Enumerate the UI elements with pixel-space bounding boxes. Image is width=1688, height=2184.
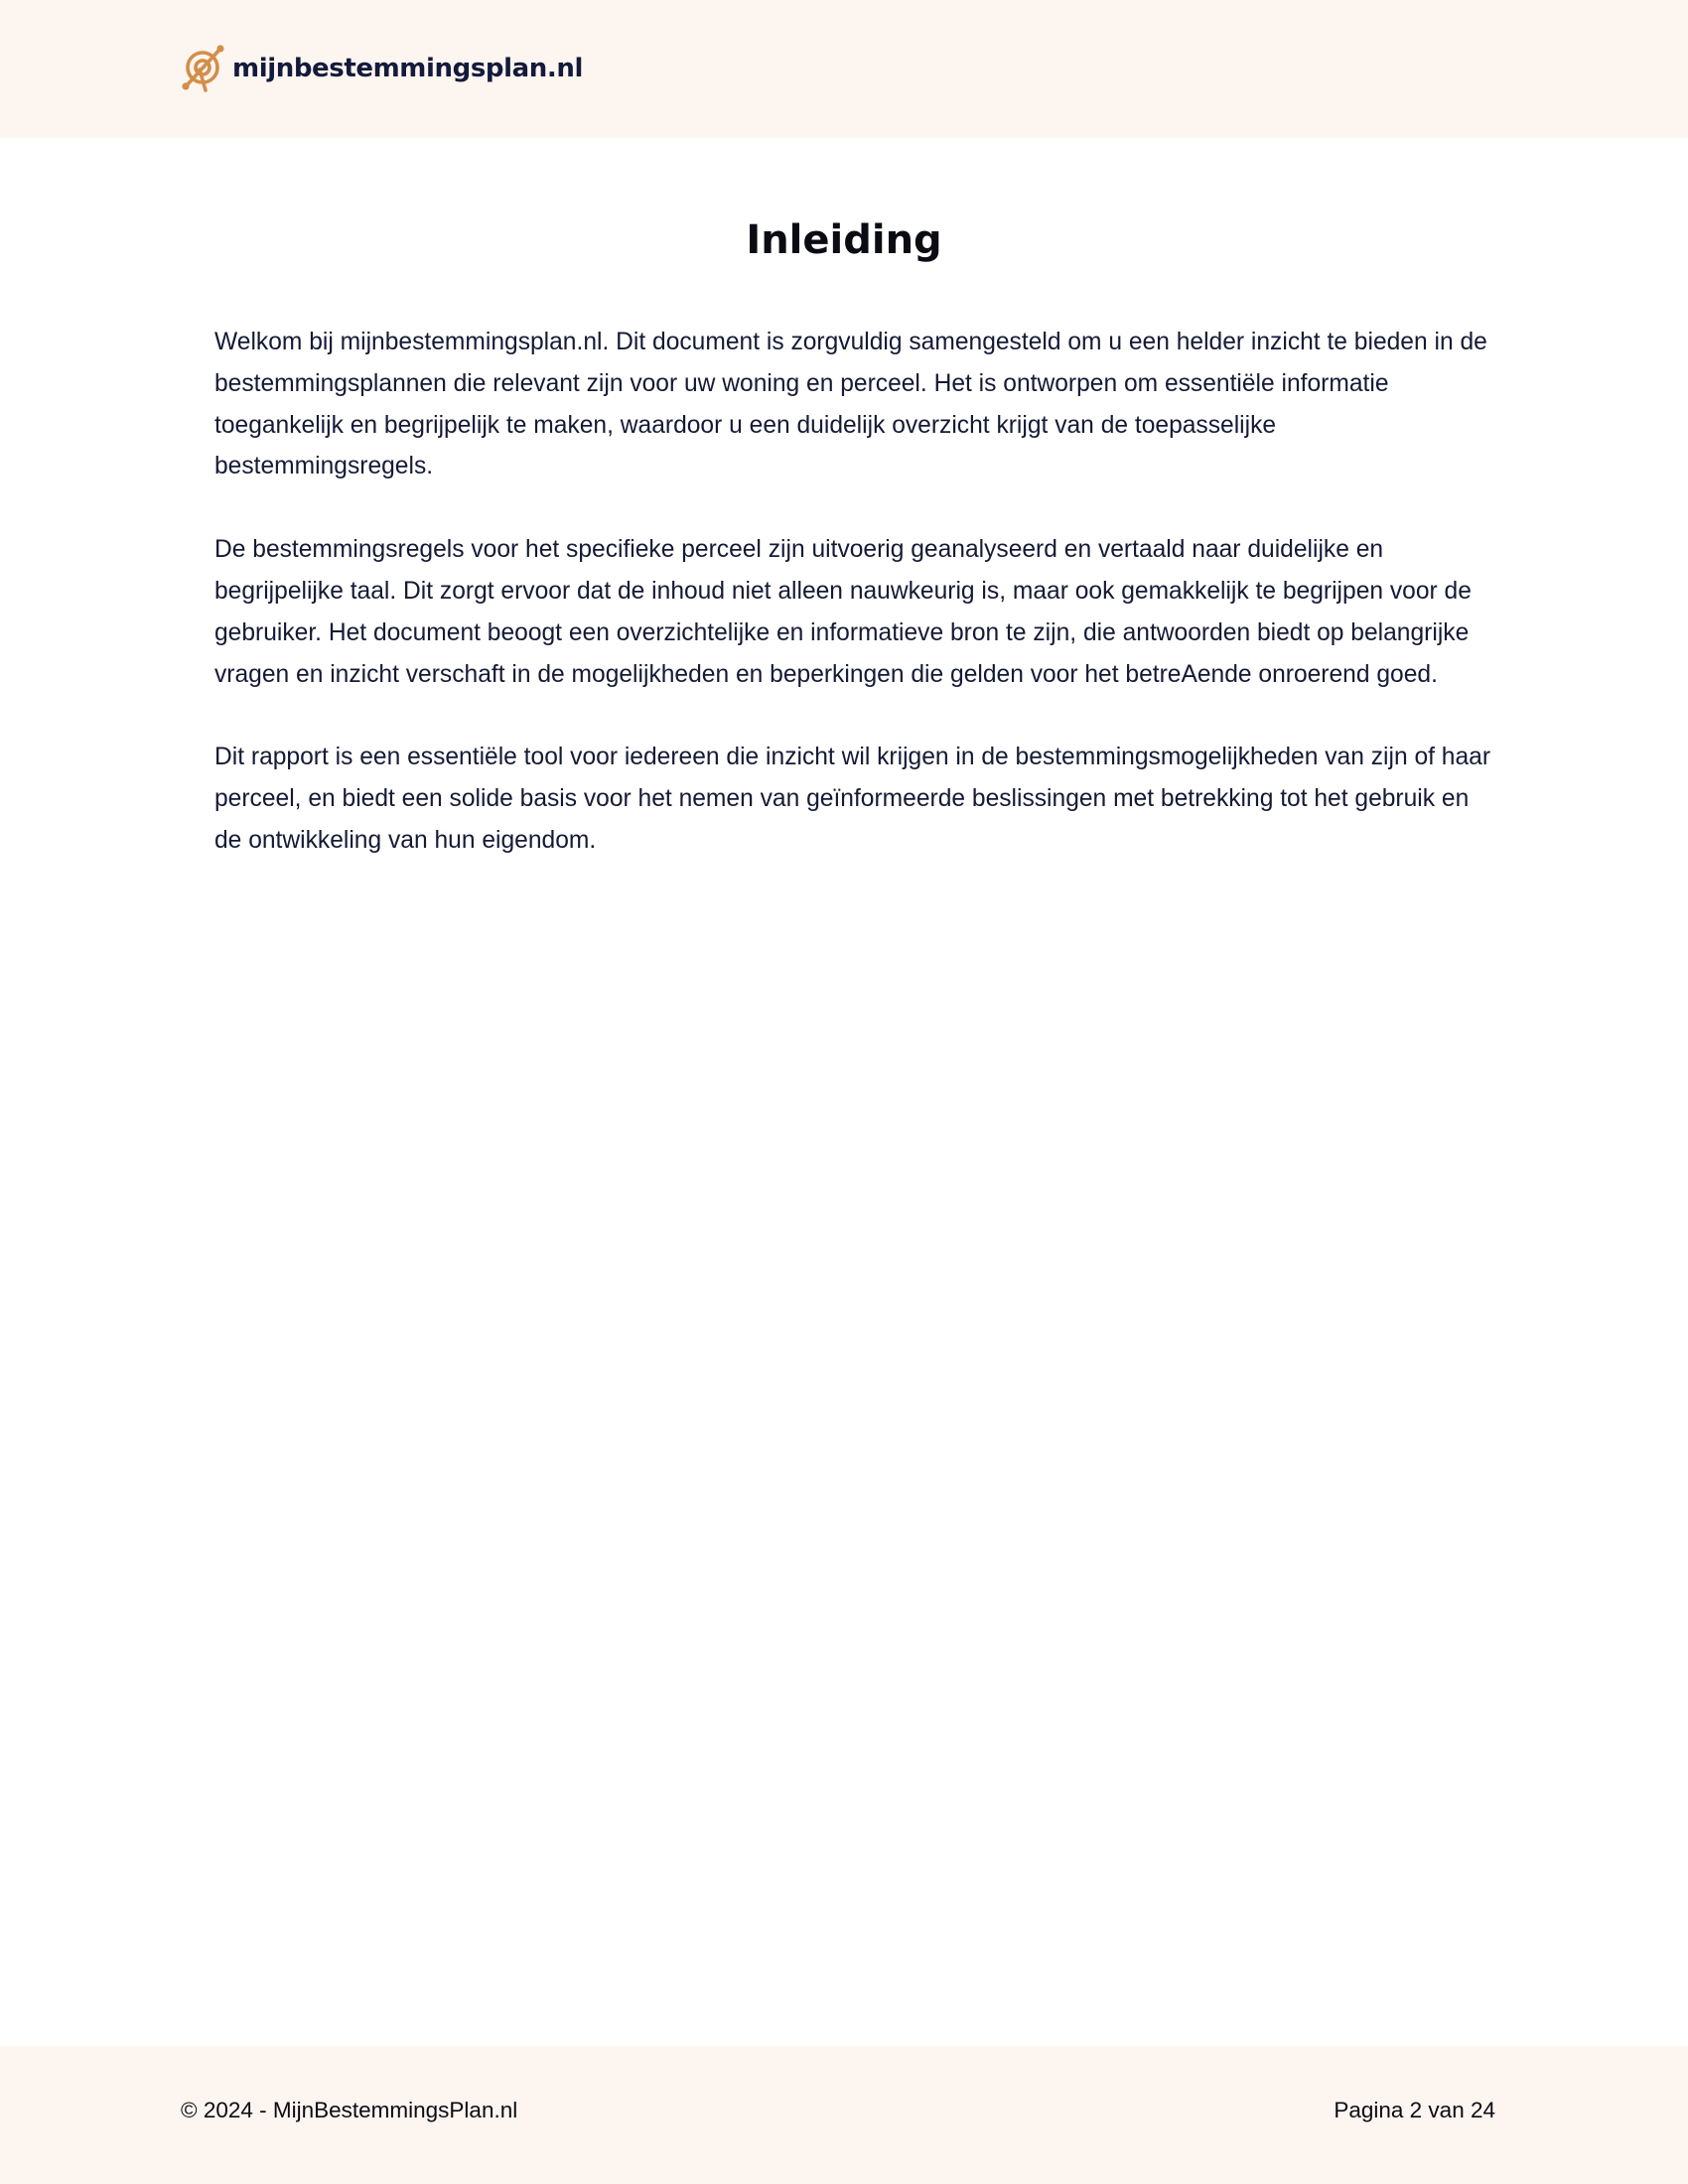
logo-text: mijnbestemmingsplan.nl (232, 54, 583, 83)
compass-target-icon (180, 44, 227, 93)
page-header (0, 0, 1688, 138)
page-number: Pagina 2 van 24 (1334, 2098, 1495, 2122)
intro-paragraph-1: Welkom bij mijnbestemmingsplan.nl. Dit document is zorgvuldig samengesteld om u een helder inzicht te bieden in de bestemmingsplannen die relevant zijn voor uw woning en perceel. Het is ontworpen om essentiële informatie toegankelijk en begrijpelijk te maken, waardoor u een duidelijk overzicht krijgt van de toepasselijke bestemmingsregels. (214, 329, 1487, 480)
page-footer (0, 2046, 1688, 2184)
page-title: Inleiding (746, 217, 942, 263)
intro-content (214, 322, 1495, 903)
brand-logo[interactable] (180, 44, 583, 93)
copyright-text: © 2024 - MijnBestemmingsPlan.nl (181, 2098, 518, 2122)
intro-paragraph-3: Dit rapport is een essentiële tool voor iedereen die inzicht wil krijgen in de bestemmingsmogelijkheden van zijn of haar perceel, en biedt een solide basis voor het nemen van geïnformeerde beslissingen met betrekking tot het gebruik en de ontwikkeling van hun eigendom. (214, 744, 1491, 854)
intro-paragraph-2: De bestemmingsregels voor het specifieke perceel zijn uitvoerig geanalyseerd en vertaald naar duidelijke en begrijpelijke taal. Dit zorgt ervoor dat de inhoud niet alleen nauwkeurig is, maar ook gemakkelijk te begrijpen voor de gebruiker. Het document beoogt een overzichtelijke en informatieve bron te zijn, die antwoorden biedt op belangrijke vragen en inzicht verschaft in de mogelijkheden en beperkingen die gelden voor het betreAende onroerend goed. (214, 536, 1472, 688)
